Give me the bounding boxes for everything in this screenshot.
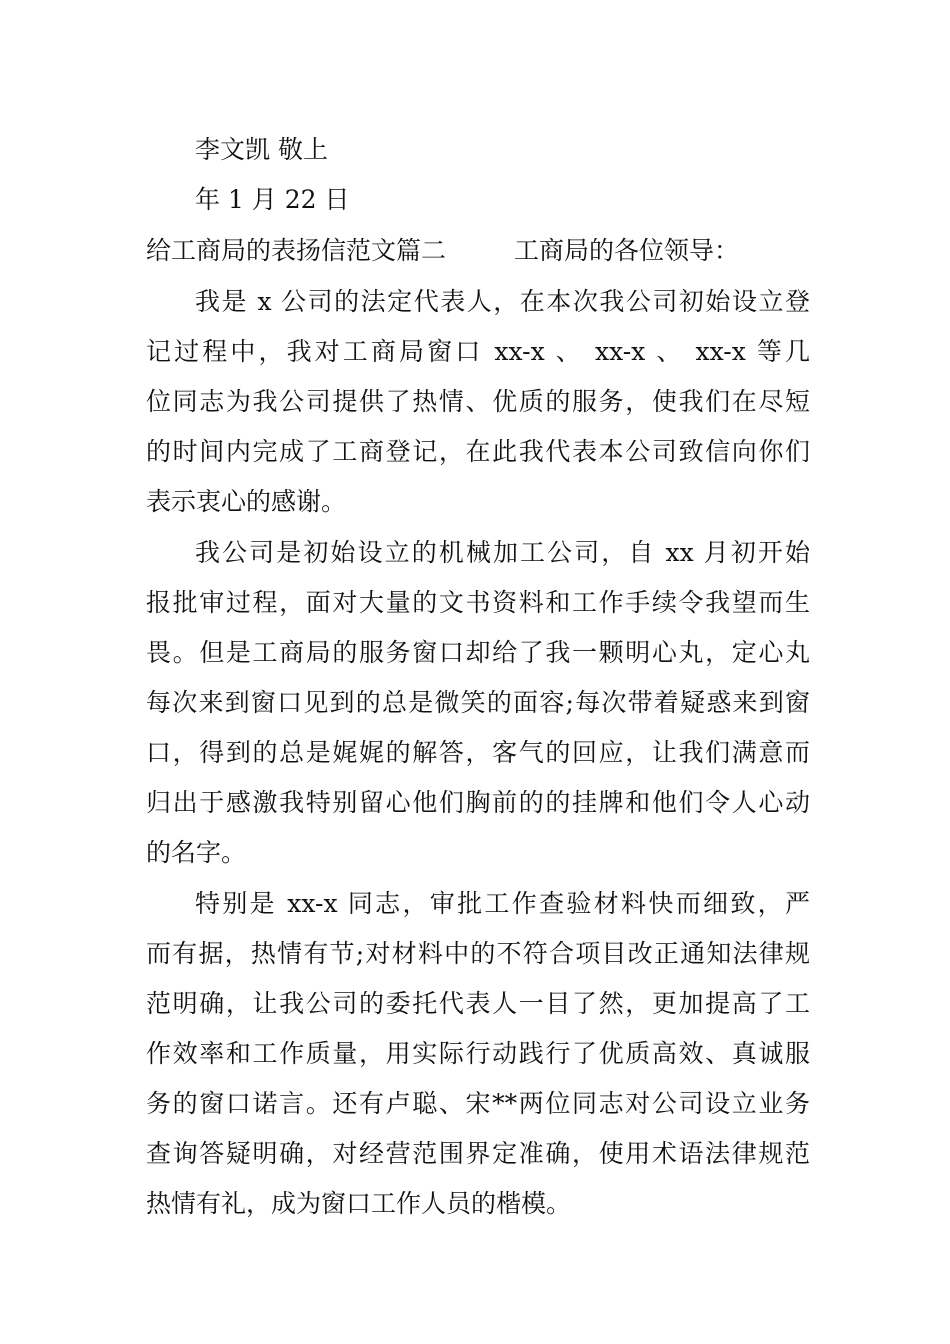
paragraph-line: 口，得到的总是娓娓的解答，客气的回应，让我们满意而 [146, 738, 810, 767]
paragraph-line: 畏。但是工商局的服务窗口却给了我一颗明心丸，定心丸 [146, 638, 810, 667]
paragraph-line: 每次来到窗口见到的总是微笑的面容;每次带着疑惑来到窗 [146, 688, 810, 717]
paragraph-line: 报批审过程，面对大量的文书资料和工作手续令我望而生 [146, 588, 810, 617]
paragraph-line: 我公司是初始设立的机械加工公司，自 xx 月初开始 [195, 538, 810, 567]
paragraph-line: 位同志为我公司提供了热情、优质的服务，使我们在尽短 [146, 387, 810, 416]
paragraph-line: 特别是 xx-x 同志，审批工作查验材料快而细致，严 [195, 889, 810, 918]
paragraph-line: 查询答疑明确，对经营范围界定准确，使用术语法律规范 [146, 1139, 810, 1168]
heading-salutation: 工商局的各位领导： [514, 236, 740, 265]
paragraph-line: 记过程中，我对工商局窗口 xx-x 、 xx-x 、 xx-x 等几 [146, 337, 810, 366]
paragraph-line: 务的窗口诺言。还有卢聪、宋**两位同志对公司设立业务 [146, 1089, 810, 1118]
paragraph-line: 的名字。 [146, 838, 247, 867]
heading-title: 给工商局的表扬信范文篇二 [146, 236, 447, 265]
signature-name-line: 李文凯 敬上 [195, 135, 328, 164]
paragraph-line: 的时间内完成了工商登记，在此我代表本公司致信向你们 [146, 437, 810, 466]
paragraph-line: 而有据，热情有节;对材料中的不符合项目改正通知法律规 [146, 939, 810, 968]
paragraph-line: 表示衷心的感谢。 [146, 487, 347, 516]
paragraph-line: 归出于感激我特别留心他们胸前的的挂牌和他们令人心动 [146, 788, 810, 817]
signature-date-line: 年 1 月 22 日 [195, 185, 350, 214]
section-heading [146, 236, 810, 266]
paragraph-line: 范明确，让我公司的委托代表人一目了然，更加提高了工 [146, 989, 810, 1018]
paragraph-line: 热情有礼，成为窗口工作人员的楷模。 [146, 1189, 572, 1218]
paragraph-line: 作效率和工作质量，用实际行动践行了优质高效、真诚服 [146, 1039, 810, 1068]
paragraph-line: 我是 x 公司的法定代表人，在本次我公司初始设立登 [195, 287, 810, 316]
